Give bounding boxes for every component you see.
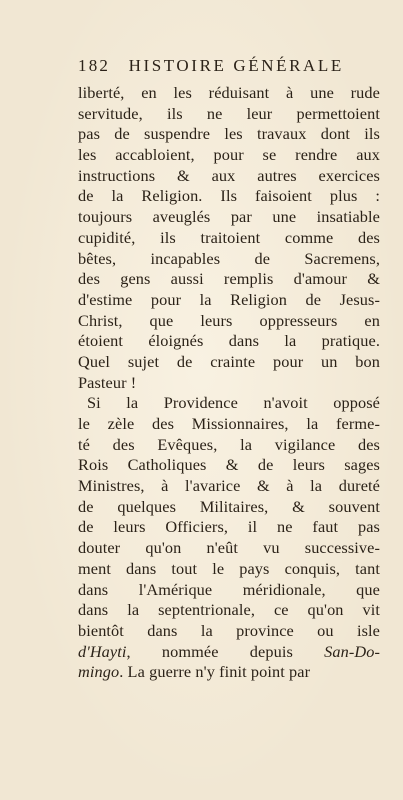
text-line: liberté, en les réduisant à une rude <box>78 83 380 102</box>
text-line: de quelques Militaires, & souvent <box>78 496 380 516</box>
place-name-italic: d'Hayti <box>78 641 127 661</box>
text-line: Quel sujet de crainte pour un bon <box>78 351 380 371</box>
running-title: HISTOIRE GÉNÉRALE <box>128 56 344 75</box>
text-line: les accabloient, pour se rendre aux <box>78 145 380 165</box>
page-number: 182 <box>78 56 111 75</box>
text-line: d'estime pour la Religion de Jesus- <box>78 289 380 309</box>
text-line: de leurs Officiers, il ne faut pas <box>78 517 380 537</box>
text-line: ment dans tout le pays conquis, tant <box>78 558 380 578</box>
place-name-italic: San-Do- <box>324 641 380 661</box>
text-line: Pasteur ! <box>78 372 137 392</box>
text-segment: . La guerre n'y finit point par <box>119 662 311 682</box>
place-name-italic: mingo <box>78 662 120 682</box>
body-text <box>78 83 380 683</box>
text-line: des gens aussi remplis d'amour & <box>78 269 380 289</box>
text-line: servitude, ils ne leur permettoient <box>78 103 380 123</box>
text-line: Christ, que leurs oppresseurs en <box>78 310 380 330</box>
text-line: étoient éloignés dans la pratique. <box>78 331 380 351</box>
text-line: bientôt dans la province ou isle <box>78 620 380 640</box>
text-line: de la Religion. Ils faisoient plus : <box>78 186 380 206</box>
text-line: Ministres, à l'avarice & à la dureté <box>78 476 380 496</box>
paragraph-start-line: Si la Providence n'avoit opposé <box>87 393 380 413</box>
text-line: douter qu'on n'eût vu successive- <box>78 538 380 558</box>
text-line: dans la septentrionale, ce qu'on vit <box>78 600 380 620</box>
text-line: toujours aveuglés par une insatiable <box>78 207 380 227</box>
text-line: dans l'Amérique méridionale, que <box>78 579 380 599</box>
text-line: té des Evêques, la vigilance des <box>78 434 380 454</box>
text-segment: , nommée depuis <box>126 641 325 661</box>
text-line: cupidité, ils traitoient comme des <box>78 227 380 247</box>
text-line <box>78 662 380 683</box>
text-line: le zèle des Missionnaires, la ferme- <box>78 414 380 433</box>
text-line: pas de suspendre les travaux dont ils <box>78 124 380 144</box>
page-header <box>78 56 378 78</box>
text-line <box>78 642 380 663</box>
text-line: Rois Catholiques & de leurs sages <box>78 455 380 475</box>
text-line: bêtes, incapables de Sacremens, <box>78 248 380 268</box>
text-line: instructions & aux autres exercices <box>78 165 380 185</box>
